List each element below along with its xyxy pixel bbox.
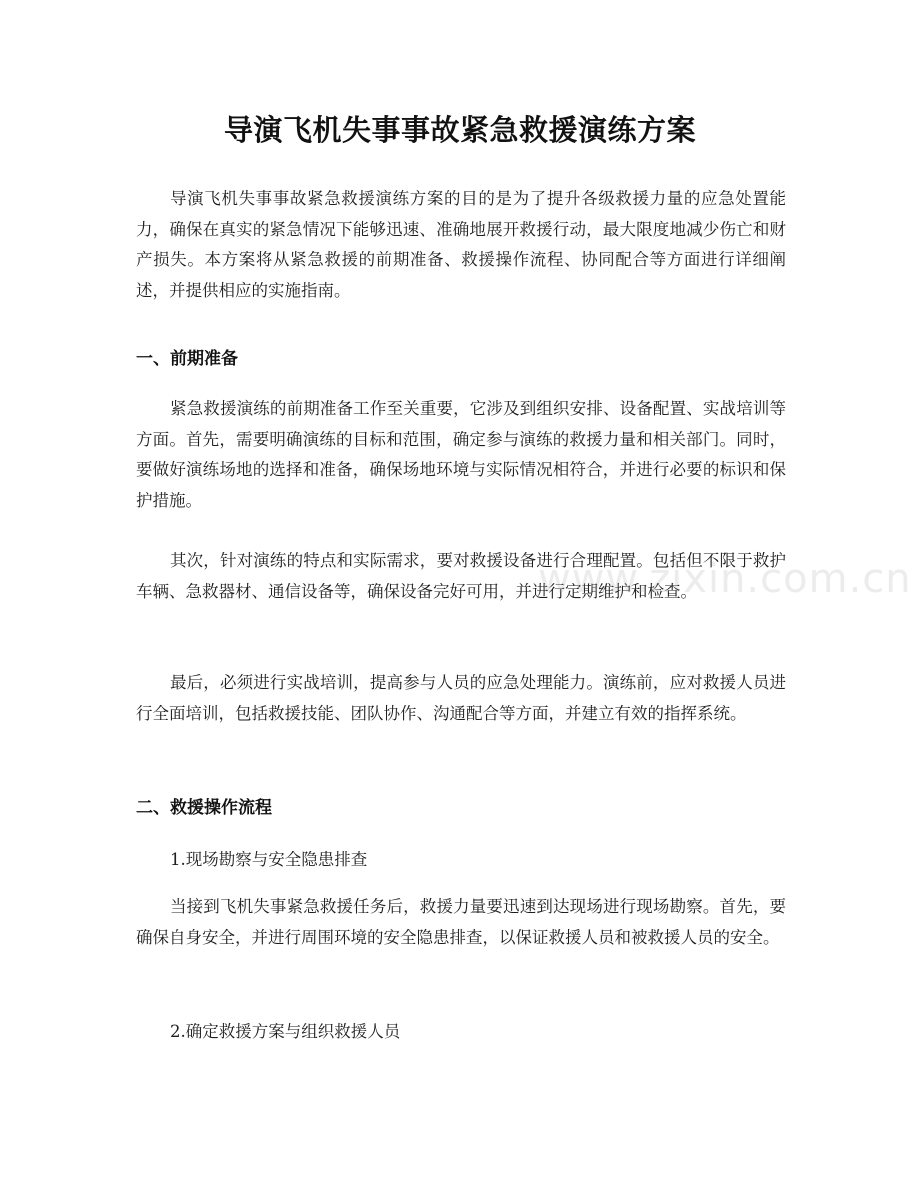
section-heading-operation: 二、救援操作流程: [136, 798, 272, 818]
document-title: 导演飞机失事事故紧急救援演练方案: [223, 113, 696, 147]
step-1-paragraph: 当接到飞机失事紧急救援任务后，救援力量要迅速到达现场进行现场勘察。首先，要确保自身安全，并进行周围环境的安全隐患排查，以保证救援人员和被救援人员的安全。: [136, 897, 786, 947]
step-1-title: 1.现场勘察与安全隐患排查: [170, 850, 368, 869]
watermark: www.zixin.com.cn: [538, 556, 912, 602]
preparation-paragraph-2: 其次，针对演练的特点和实际需求，要对救援设备进行合理配置。包括但不限于救护车辆、急救器材、通信设备等，确保设备完好可用，并进行定期维护和检查。: [136, 551, 786, 601]
preparation-paragraph-1: 紧急救援演练的前期准备工作至关重要，它涉及到组织安排、设备配置、实战培训等方面。首先，需要明确演练的目标和范围，确定参与演练的救援力量和相关部门。同时，要做好演练场地的选择和准备，确保场地环境与实际情况相符合，并进行必要的标识和保护措施。: [136, 399, 786, 510]
step-2-title: 2.确定救援方案与组织救援人员: [170, 1022, 401, 1041]
section-heading-preparation: 一、前期准备: [136, 349, 238, 369]
intro-paragraph: 导演飞机失事事故紧急救援演练方案的目的是为了提升各级救援力量的应急处置能力，确保在真实的紧急情况下能够迅速、准确地展开救援行动，最大限度地减少伤亡和财产损失。本方案将从紧急救援的前期准备、救援操作流程、协同配合等方面进行详细阐述，并提供相应的实施指南。: [136, 189, 786, 300]
preparation-paragraph-3: 最后，必须进行实战培训，提高参与人员的应急处理能力。演练前，应对救援人员进行全面培训，包括救援技能、团队协作、沟通配合等方面，并建立有效的指挥系统。: [136, 673, 786, 723]
